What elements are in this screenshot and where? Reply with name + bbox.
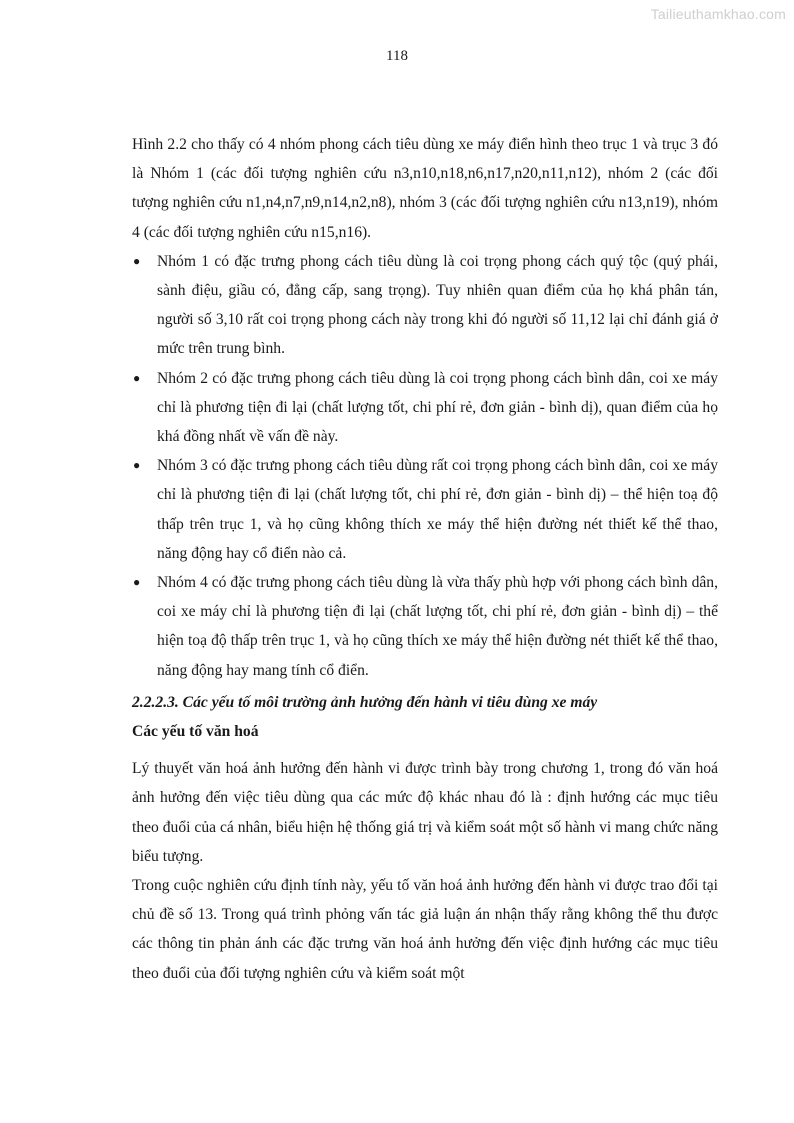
page-number: 118 [386, 48, 408, 64]
list-item [132, 568, 718, 685]
group-list [132, 247, 718, 685]
document-body [132, 130, 718, 988]
bullet-icon: ● [133, 370, 141, 385]
list-item [132, 451, 718, 568]
list-item [132, 247, 718, 364]
list-item-text: Nhóm 3 có đặc trưng phong cách tiêu dùng rất coi trọng phong cách bình dân, coi xe máy chỉ là phương tiện đi lại (chất lượng tốt, chi phí rẻ, đơn giản - bình dị) – thể hiện toạ độ thấp trên trục 1, và họ cũng không thích xe máy thể hiện đường nét thiết kế thể thao, năng động hay cổ điển nào cả. [157, 457, 718, 562]
list-item-text: Nhóm 1 có đặc trưng phong cách tiêu dùng là coi trọng phong cách quý tộc (quý phái, sành điệu, giầu có, đẳng cấp, sang trọng). Tuy nhiên quan điểm của họ khá phân tán, người số 3,10 rất coi trọng phong cách này trong khi đó người số 11,12 lại chỉ đánh giá ở mức trên trung bình. [157, 252, 718, 358]
bullet-icon: ● [133, 253, 141, 268]
list-item-text: Nhóm 4 có đặc trưng phong cách tiêu dùng là vừa thấy phù hợp với phong cách bình dân, coi xe máy chỉ là phương tiện đi lại (chất lượng tốt, chi phí rẻ, đơn giản - bình dị) – thể hiện toạ độ thấp trên trục 1, và họ cũng thích xe máy thể hiện đường nét thiết kế thể thao, năng động hay mang tính cổ điển. [157, 574, 718, 679]
bullet-icon: ● [133, 458, 141, 473]
paragraph-study: Trong cuộc nghiên cứu định tính này, yếu tố văn hoá ảnh hưởng đến hành vi được trao đổi tại chủ đề số 13. Trong quá trình phỏng vấn tác giả luận án nhận thấy rằng không thể thu được các thông tin phản ánh các đặc trưng văn hoá ảnh hưởng đến việc định hướng các mục tiêu theo đuổi của đối tượng nghiên cứu và kiểm soát một [132, 877, 718, 982]
watermark: Tailieuthamkhao.com [650, 6, 786, 22]
subheading: Các yếu tố văn hoá [132, 723, 259, 741]
section-heading: 2.2.2.3. Các yếu tố môi trường ảnh hưởng đến hành vi tiêu dùng xe máy [132, 693, 598, 711]
bullet-icon: ● [133, 575, 141, 590]
intro-paragraph: Hình 2.2 cho thấy có 4 nhóm phong cách tiêu dùng xe máy điển hình theo trục 1 và trục 3 đó là Nhóm 1 (các đối tượng nghiên cứu n3,n10,n18,n6,n17,n20,n11,n12), nhóm 2 (các đối tượng nghiên cứu n1,n4,n7,n9,n14,n2,n8), nhóm 3 (các đối tượng nghiên cứu n13,n19), nhóm 4 (các đối tượng nghiên cứu n15,n16). [132, 136, 718, 241]
list-item [132, 364, 718, 452]
paragraph-theory: Lý thuyết văn hoá ảnh hưởng đến hành vi được trình bày trong chương 1, trong đó văn hoá ảnh hưởng đến việc tiêu dùng qua các mức độ khác nhau đó là : định hướng các mục tiêu theo đuổi của cá nhân, biểu hiện hệ thống giá trị và kiểm soát một số hành vi mang chức năng biểu tượng. [132, 760, 718, 865]
list-item-text: Nhóm 2 có đặc trưng phong cách tiêu dùng là coi trọng phong cách bình dân, coi xe máy chỉ là phương tiện đi lại (chất lượng tốt, chi phí rẻ, đơn giản - bình dị), quan điểm của họ khá đồng nhất về vấn đề này. [157, 369, 718, 446]
